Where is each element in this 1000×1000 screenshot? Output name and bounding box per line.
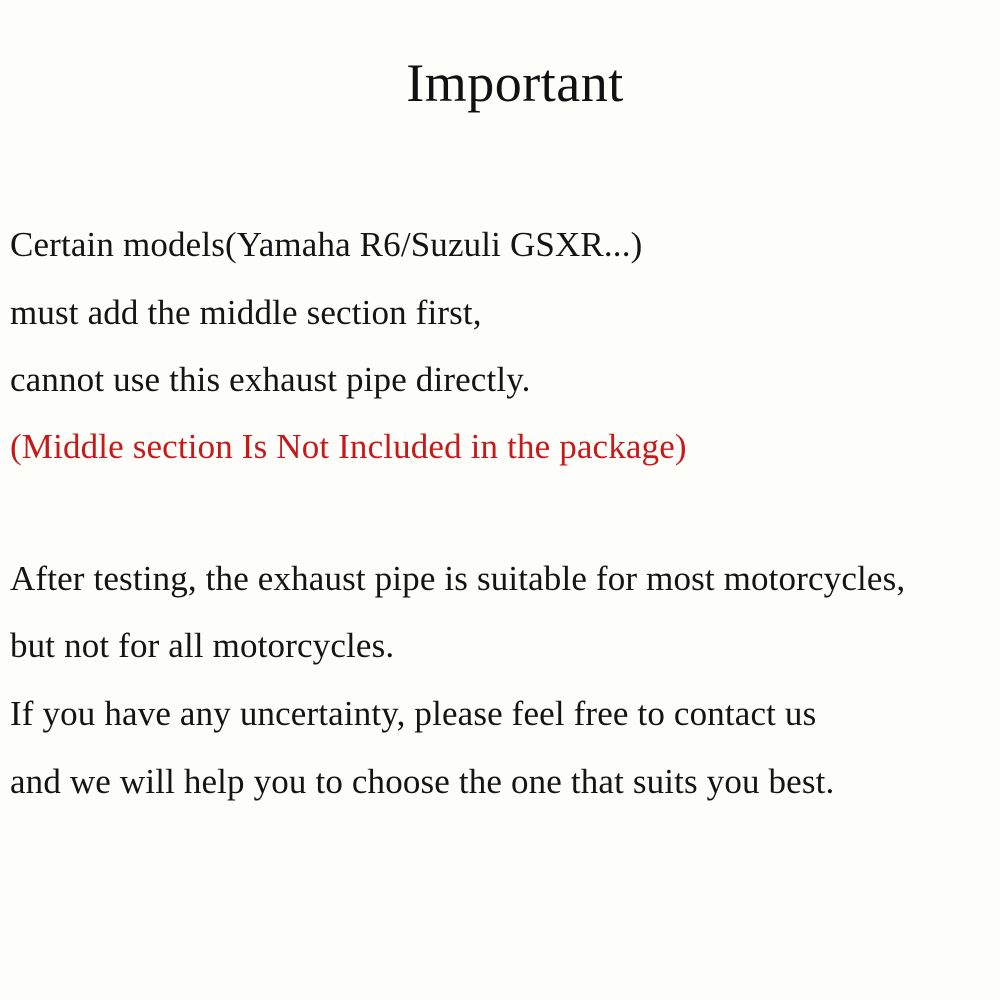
notice-line-3: cannot use this exhaust pipe directly. (10, 360, 531, 399)
compatibility-line-1: After testing, the exhaust pipe is suitable for most motorcycles, (10, 559, 906, 598)
warning-text: (Middle section Is Not Included in the package) (10, 427, 687, 466)
notice-line-2: must add the middle section first, (10, 293, 482, 332)
compatibility-line-2: but not for all motorcycles. (10, 626, 395, 665)
compatibility-line-3: If you have any uncertainty, please feel free to contact us (10, 694, 817, 733)
compatibility-line-4: and we will help you to choose the one that suits you best. (10, 762, 835, 801)
notice-line-1: Certain models(Yamaha R6/Suzuli GSXR...) (10, 225, 643, 264)
page-title: Important (406, 53, 624, 113)
